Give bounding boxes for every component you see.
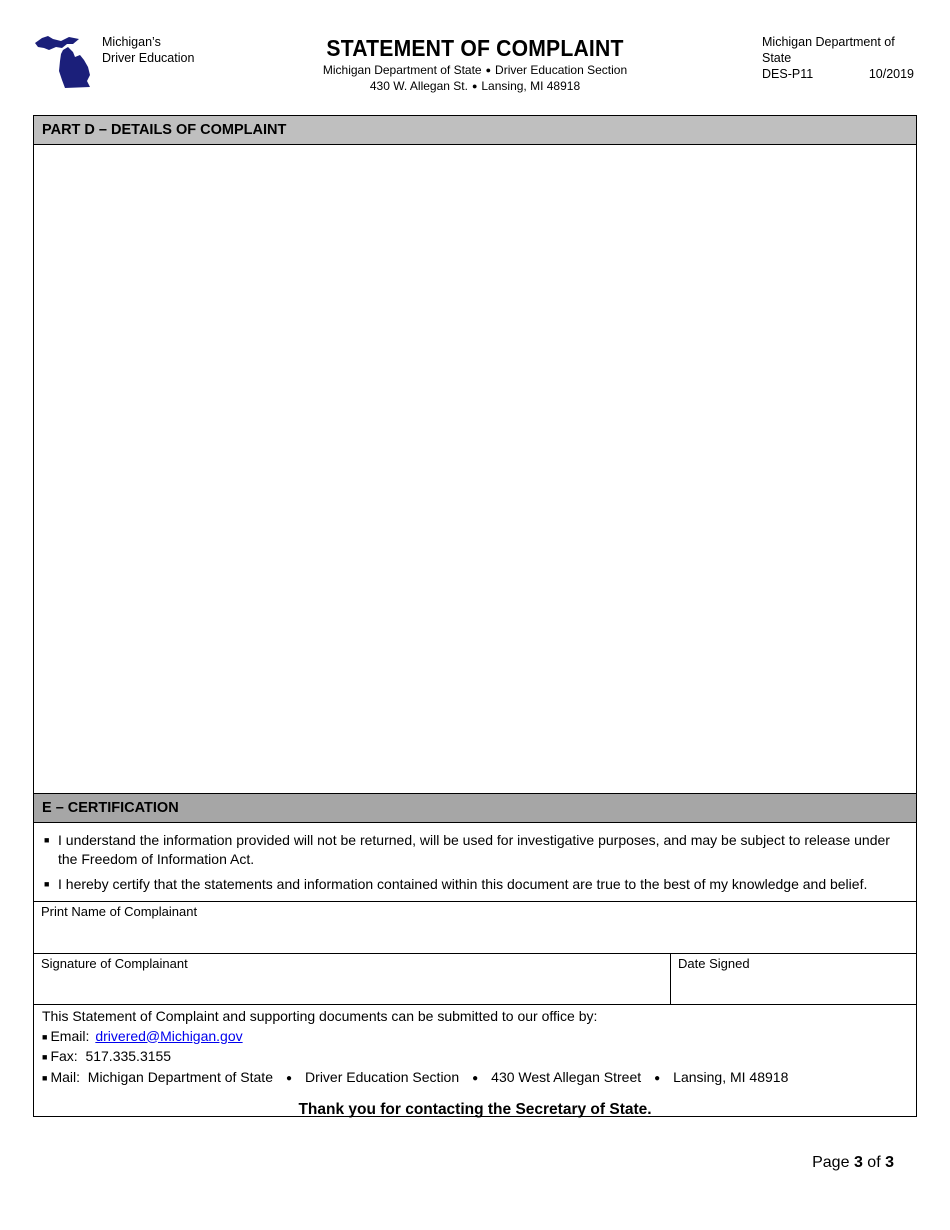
signature-row [34, 953, 916, 1004]
certification-statement [44, 831, 896, 869]
city-state-zip: Lansing, MI 48918 [481, 79, 581, 93]
form-frame [33, 115, 917, 1117]
logo-line-2: Driver Education [102, 51, 195, 65]
fax-number: 517.335.3155 [85, 1048, 172, 1064]
bullet-dot: ● [471, 81, 478, 91]
certification-statement [44, 875, 896, 894]
square-bullet-icon: ■ [44, 879, 50, 889]
square-bullet-icon: ■ [42, 1031, 48, 1042]
print-name-field[interactable] [34, 901, 916, 953]
certification-text: I hereby certify that the statements and information contained within this document are true to the best of my knowledge and belief. [58, 876, 868, 892]
thank-you-note: Thank you for contacting the Secretary of State. [298, 1101, 652, 1118]
form-number: DES-P11 [762, 67, 814, 81]
email-line [42, 1027, 908, 1048]
logo-text [102, 34, 194, 66]
page-number [780, 1154, 894, 1172]
title-subline-1 [250, 62, 700, 78]
square-bullet-icon: ■ [42, 1052, 48, 1062]
form-date: 10/2019 [868, 67, 914, 81]
michigan-map-icon [33, 33, 93, 89]
street-address: 430 W. Allegan St. [369, 79, 468, 93]
mail-city: Lansing, MI 48918 [673, 1068, 789, 1085]
page-prefix: Page [812, 1154, 850, 1171]
title-block [250, 34, 700, 94]
submission-info [34, 1004, 916, 1116]
date-signed-label: Date Signed [678, 956, 750, 971]
mail-label: Mail: [50, 1068, 80, 1085]
page-current: 3 [853, 1154, 863, 1171]
meta-department: Michigan Department of State [762, 35, 895, 65]
bullet-dot: ● [485, 65, 492, 75]
page-of: of [867, 1154, 881, 1171]
page-total: 3 [885, 1154, 894, 1171]
complaint-details-field[interactable] [34, 145, 916, 793]
signature-field[interactable] [34, 954, 670, 1005]
logo-line-1: Michigan’s [102, 35, 161, 49]
print-name-label: Print Name of Complainant [41, 904, 198, 919]
fax-label: Fax: [50, 1048, 78, 1064]
form-header [0, 0, 950, 110]
certification-text: I understand the information provided will not be returned, will be used for investigative purposes, and may be subject to release under the Freedom of Information Act. [58, 832, 890, 867]
meta-row [762, 66, 914, 82]
part-e-heading: E – CERTIFICATION [34, 793, 916, 823]
mail-line [42, 1068, 908, 1089]
mail-section: Driver Education Section [305, 1068, 460, 1085]
submission-intro: This Statement of Complaint and supporting documents can be submitted to our office by: [42, 1008, 598, 1024]
bullet-dot: ● [286, 1072, 293, 1084]
square-bullet-icon: ■ [42, 1072, 48, 1083]
fax-line [42, 1047, 908, 1068]
date-signed-field[interactable] [670, 954, 916, 1005]
signature-label: Signature of Complainant [41, 956, 188, 971]
bullet-dot: ● [472, 1072, 479, 1084]
part-d-heading: PART D – DETAILS OF COMPLAINT [34, 116, 916, 145]
form-title: STATEMENT OF COMPLAINT [326, 35, 624, 61]
department-name: Michigan Department of State [322, 63, 482, 77]
mail-department: Michigan Department of State [87, 1068, 273, 1085]
mail-street: 430 West Allegan Street [491, 1068, 642, 1085]
section-name: Driver Education Section [495, 63, 628, 77]
bullet-dot: ● [654, 1072, 661, 1084]
square-bullet-icon: ■ [44, 835, 50, 845]
form-meta [762, 34, 914, 82]
email-label: Email: [50, 1027, 90, 1044]
title-subline-2 [250, 78, 700, 94]
certification-statements [34, 823, 916, 901]
email-link[interactable]: drivered@Michigan.gov [95, 1027, 243, 1044]
